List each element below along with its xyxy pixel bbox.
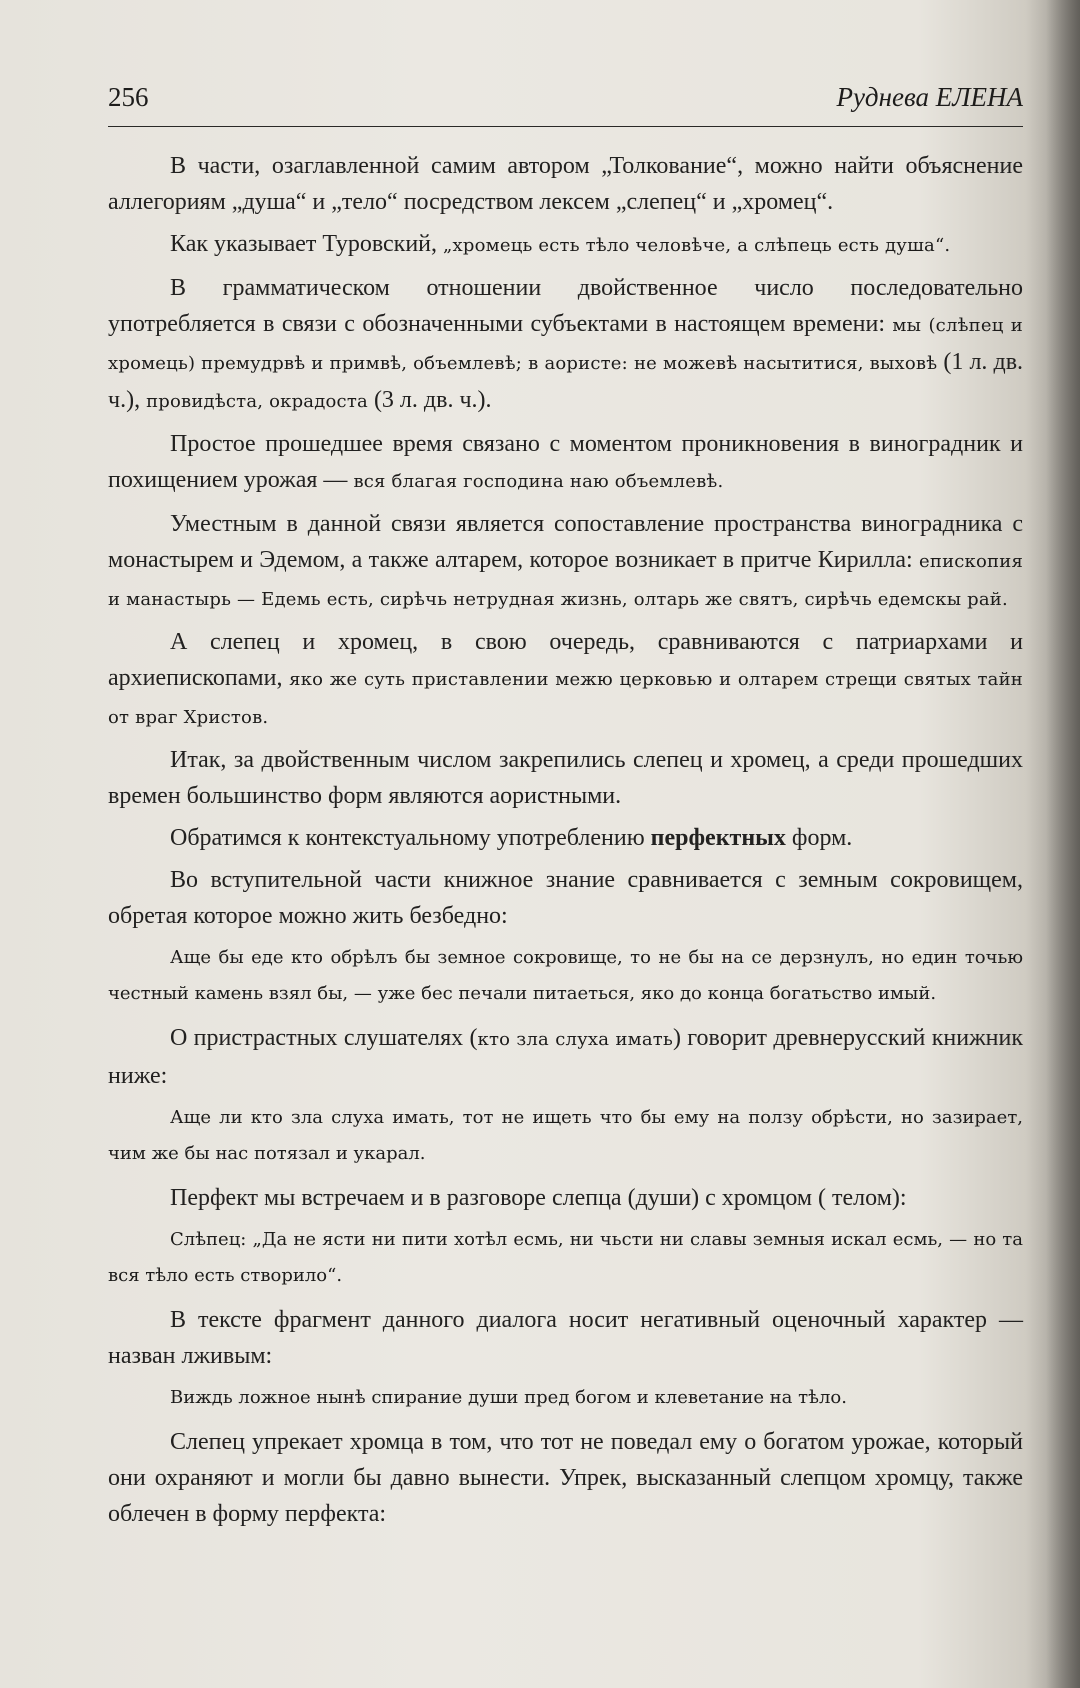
paragraph-9: Во вступительной части книжное знание сравнивается с земным сокровищем, обретая которое можно жить безбедно:	[108, 867, 1023, 929]
old-russian-citation: вся благая господина наю объемлевѣ.	[353, 471, 724, 492]
old-russian-citation: „хромець есть тѣло человѣче, а слѣпець есть душа“.	[443, 235, 951, 256]
quote-4: Виждь ложное нынѣ спирание души пред богом и клеветание на тѣло.	[170, 1387, 847, 1408]
old-russian-citation: епископия и манастырь — Едемь есть, сирѣчь нетрудная жизнь, олтарь же святъ, сирѣчь едемскы рай.	[108, 551, 1023, 610]
paragraph-2: Как указывает Туровский, „хромець есть тѣло человѣче, а слѣпець есть душа“.	[170, 231, 951, 257]
old-russian-citation: яко же суть приставлении межю церковью и олтарем стрещи святых тайн от враг Христов.	[108, 669, 1024, 728]
old-russian-citation: провидѣста, окрадоста	[146, 391, 368, 412]
paragraph-4: Простое прошедшее время связано с моментом проникновения в виноградник и похищением урожая — вся благая господина наю объемлевѣ.	[108, 431, 1023, 493]
paragraph-11: Перфект мы встречаем и в разговоре слепца (души) с хромцом ( телом):	[170, 1185, 907, 1211]
page-header	[108, 82, 1023, 127]
paragraph-12: В тексте фрагмент данного диалога носит негативный оценочный характер — назван лживым:	[108, 1307, 1023, 1369]
running-head: Руднева ЕЛЕНА	[836, 82, 1023, 112]
paragraph-5: Уместным в данной связи является сопоставление пространства виноградника с монастырем и Эдемом, а также алтарем, которое возникает в притче Кирилла: епископия и манастырь — Едемь есть, сирѣчь нетрудная жизнь, олтарь же святъ, сирѣчь едемскы рай.	[108, 511, 1023, 610]
paragraph-1: В части, озаглавленной самим автором „Толкование“, можно найти объяснение аллегориям „душа“ и „тело“ посредством лексем „слепец“ и „хромец“.	[108, 153, 1023, 215]
paragraph-3: В грамматическом отношении двойственное число последовательно употребляется в связи с обозначенными субъектами в настоящем времени: мы (слѣпец и хромець) премудрвѣ и примвѣ, объемлевѣ; в аористе: не можевѣ насытитися, выховѣ (1 л. дв. ч.), провидѣста, окрадоста (3 л. дв. ч.).	[108, 275, 1024, 413]
quote-3: Слѣпец: „Да не ясти ни пити хотѣл есмь, ни чьсти ни славы земныя искал есмь, — но та вся тѣло есть створило“.	[108, 1229, 1023, 1286]
old-russian-citation: кто зла слуха имать	[477, 1029, 673, 1050]
old-russian-citation: не можевѣ насытитися, выховѣ	[633, 353, 938, 374]
paragraph-13: Слепец упрекает хромца в том, что тот не поведал ему о богатом урожае, который они охраняют и могли бы давно вынести. Упрек, высказанный слепцом хромцу, также облечен в форму перфекта:	[108, 1429, 1023, 1527]
paragraph-10: О пристрастных слушателях (кто зла слуха имать) говорит древнерусский книжник ниже:	[108, 1025, 1023, 1089]
body-text	[108, 148, 1023, 1538]
quote-2: Аще ли кто зла слуха имать, тот не ищеть что бы ему на ползу обрѣсти, но зазирает, чим же бы нас потязал и укарал.	[108, 1107, 1023, 1164]
paragraph-8: Обратимся к контекстуальному употреблению перфектных форм.	[170, 825, 853, 851]
paragraph-7: Итак, за двойственным числом закрепились слепец и хромец, а среди прошедших времен большинство форм являются аористными.	[108, 747, 1023, 809]
bold-term: перфектных	[650, 825, 786, 851]
quote-1: Аще бы еде кто обрѣлъ бы земное сокровище, то не бы на се дерзнулъ, но един точью честный камень взял бы, — уже бес печали питаеться, яко до конца богатьство имый.	[108, 947, 1023, 1004]
paragraph-6: А слепец и хромец, в свою очередь, сравниваются с патриархами и архиепископами, яко же суть приставлении межю церковью и олтарем стрещи святых тайн от враг Христов.	[108, 629, 1024, 728]
old-russian-citation: мы (слѣпец и хромець) премудрвѣ и примвѣ, объемлевѣ;	[108, 315, 1023, 374]
page-number: 256	[108, 82, 149, 112]
page-gutter-shadow	[1046, 0, 1080, 1688]
